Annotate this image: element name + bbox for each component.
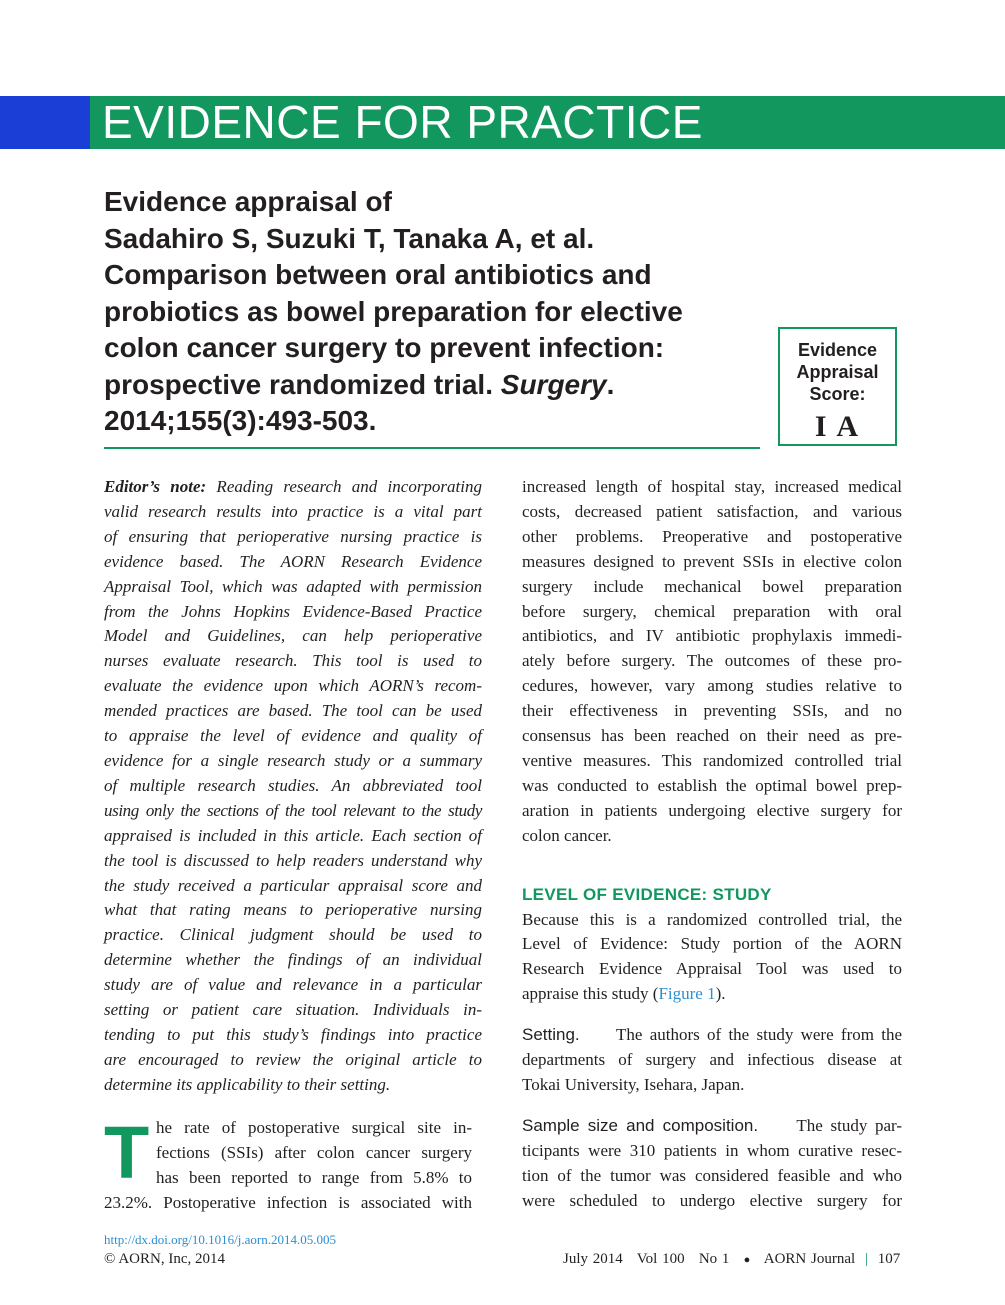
body-line: consensus has been reached on their need as pre- — [522, 726, 902, 746]
editors-note — [104, 475, 482, 1098]
body-text: appraise this study ( — [522, 984, 659, 1004]
note-line: are encouraged to review the original article to — [104, 1049, 482, 1069]
intro-line: 23.2%. Postoperative infection is associated with — [104, 1192, 472, 1212]
note-lead: Editor’s note: — [104, 477, 207, 496]
body-line: surgery include mechanical bowel preparation — [522, 576, 902, 596]
note-line: practice. Clinical judgment should be used to — [104, 925, 482, 945]
note-text: Reading research and incorporating — [206, 477, 482, 496]
note-line: evidence based. The AORN Research Evidence — [104, 551, 482, 571]
note-line: Appraisal Tool, which was adapted with permission — [104, 576, 482, 596]
body-line: increased length of hospital stay, increased medical — [522, 477, 902, 496]
note-line: from the Johns Hopkins Evidence-Based Practice — [104, 601, 482, 621]
evidence-score-box — [778, 327, 897, 446]
title-line: Evidence appraisal of — [104, 186, 392, 217]
body-line: ventive measures. This randomized controlled trial — [522, 750, 902, 770]
note-line: determine whether the findings of an individual — [104, 950, 482, 970]
note-line: valid research results into practice is a vital part — [104, 501, 482, 521]
note-line: setting or patient care situation. Individuals in- — [104, 1000, 482, 1020]
intro-line — [104, 1166, 472, 1191]
note-line: of multiple research studies. An abbreviated tool — [104, 775, 482, 795]
citation-line: 2014;155(3):493-503. — [104, 405, 377, 436]
article-title — [104, 184, 764, 440]
journal-name: AORN Journal — [763, 1251, 856, 1267]
body-line: measures designed to prevent SSIs in elective colon — [522, 551, 902, 571]
body-line: antibiotics, and IV antibiotic prophylaxis immedi- — [522, 626, 902, 646]
intro-text: he rate of postoperative surgical site in- — [156, 1118, 472, 1137]
title-line-text: prospective randomized trial. — [104, 368, 501, 400]
body-line — [522, 1114, 902, 1139]
journal-footer — [563, 1251, 900, 1268]
body-line: other problems. Preoperative and postoperative — [522, 526, 902, 546]
score-label-line: Appraisal — [796, 362, 879, 382]
body-line — [522, 1023, 902, 1048]
note-line: evaluate the evidence upon which AORN’s recom- — [104, 676, 482, 696]
figure-1-link[interactable]: Figure 1 — [658, 984, 716, 1004]
body-line: cedures, however, vary among studies relative to — [522, 676, 902, 696]
body-line: ticipants were 310 patients in whom curative resec- — [522, 1140, 902, 1160]
note-line: what that rating means to perioperative nursing — [104, 900, 482, 920]
section-banner-title: EVIDENCE FOR PRACTICE — [102, 96, 703, 148]
body-line — [522, 982, 902, 1007]
title-line: probiotics as bowel preparation for elective — [104, 295, 683, 327]
body-line: ately before surgery. The outcomes of these pro- — [522, 651, 902, 671]
issue-date: July 2014 — [563, 1251, 623, 1267]
body-line: their effectiveness in preventing SSIs, and no — [522, 701, 902, 721]
body-line: colon cancer. — [522, 825, 612, 845]
body-line: costs, decreased patient satisfaction, and various — [522, 501, 902, 521]
body-line: aration in patients undergoing elective surgery for — [522, 800, 902, 820]
note-line: evidence for a single research study or a summary — [104, 750, 482, 770]
note-line: of ensuring that perioperative nursing practice is — [104, 526, 482, 546]
score-value: I A — [814, 410, 861, 443]
title-line: Comparison between oral antibiotics and — [104, 259, 652, 290]
drop-cap: T — [104, 1111, 150, 1194]
score-label-line: Evidence — [797, 340, 878, 360]
doi-link[interactable]: http://dx.doi.org/10.1016/j.aorn.2014.05.005 — [104, 1232, 336, 1247]
body-line: Tokai University, Isehara, Japan. — [522, 1074, 745, 1094]
note-line: mended practices are based. The tool can be used — [104, 701, 482, 721]
note-line: the study received a particular appraisal score and — [104, 875, 482, 895]
sample-run-in-head: Sample size and composition. — [522, 1115, 759, 1135]
body-line: Level of Evidence: Study portion of the AORN — [522, 934, 902, 954]
note-line: the tool is discussed to help readers understand why — [104, 850, 482, 870]
issue-number: No 1 — [698, 1251, 730, 1267]
body-text: The study par- — [796, 1115, 903, 1135]
note-line: tending to put this study’s findings into practice — [104, 1024, 482, 1044]
body-text: The authors of the study were from the — [616, 1025, 902, 1045]
footer-divider: | — [864, 1251, 868, 1267]
title-period: . — [606, 368, 615, 400]
score-label-line: Score: — [809, 384, 866, 404]
setting-run-in-head: Setting. — [522, 1025, 580, 1045]
title-divider — [104, 447, 760, 449]
body-line: departments of surgery and infectious disease at — [522, 1050, 902, 1070]
right-column — [522, 475, 902, 1213]
intro-line — [104, 1141, 472, 1166]
body-text: ). — [715, 984, 726, 1004]
note-line — [104, 475, 482, 500]
bullet-icon: ● — [743, 1254, 751, 1266]
body-line: before surgery, chemical preparation with oral — [522, 601, 902, 621]
intro-text: fections (SSIs) after colon cancer surgery — [156, 1142, 472, 1162]
title-line: colon cancer surgery to prevent infection: — [104, 332, 665, 363]
body-line: tion of the tumor was considered feasible and who — [522, 1165, 902, 1185]
note-line: nurses evaluate research. This tool is used to — [104, 651, 482, 671]
intro-line — [104, 1116, 472, 1141]
intro-text: has been reported to range from 5.8% to — [156, 1167, 472, 1187]
intro-paragraph — [104, 1111, 472, 1216]
copyright: © AORN, Inc, 2014 — [104, 1251, 225, 1267]
note-line: appraised is included in this article. Each section of — [104, 825, 482, 845]
volume: Vol 100 — [636, 1251, 685, 1267]
note-line: study are of value and relevance in a particular — [104, 975, 482, 995]
score-label — [780, 339, 895, 405]
body-line: Because this is a randomized controlled trial, the — [522, 909, 902, 929]
body-line: was conducted to establish the optimal bowel prep- — [522, 775, 902, 795]
level-of-evidence-heading: LEVEL OF EVIDENCE: STUDY — [522, 884, 772, 904]
note-line: to appraise the level of evidence and quality of — [104, 726, 482, 746]
body-line: Research Evidence Appraisal Tool was used to — [522, 959, 902, 979]
body-line: were scheduled to undergo elective surgery for — [522, 1190, 902, 1210]
title-line — [104, 367, 764, 404]
banner-blue-block — [0, 96, 90, 149]
journal-name: Surgery — [500, 368, 607, 400]
page-number: 107 — [877, 1251, 901, 1267]
note-line: Model and Guidelines, can help perioperative — [104, 626, 482, 646]
note-line: determine its applicability to their setting. — [104, 1074, 391, 1094]
title-line: Sadahiro S, Suzuki T, Tanaka A, et al. — [104, 222, 595, 254]
note-line: using only the sections of the tool relevant to the study — [104, 800, 482, 820]
